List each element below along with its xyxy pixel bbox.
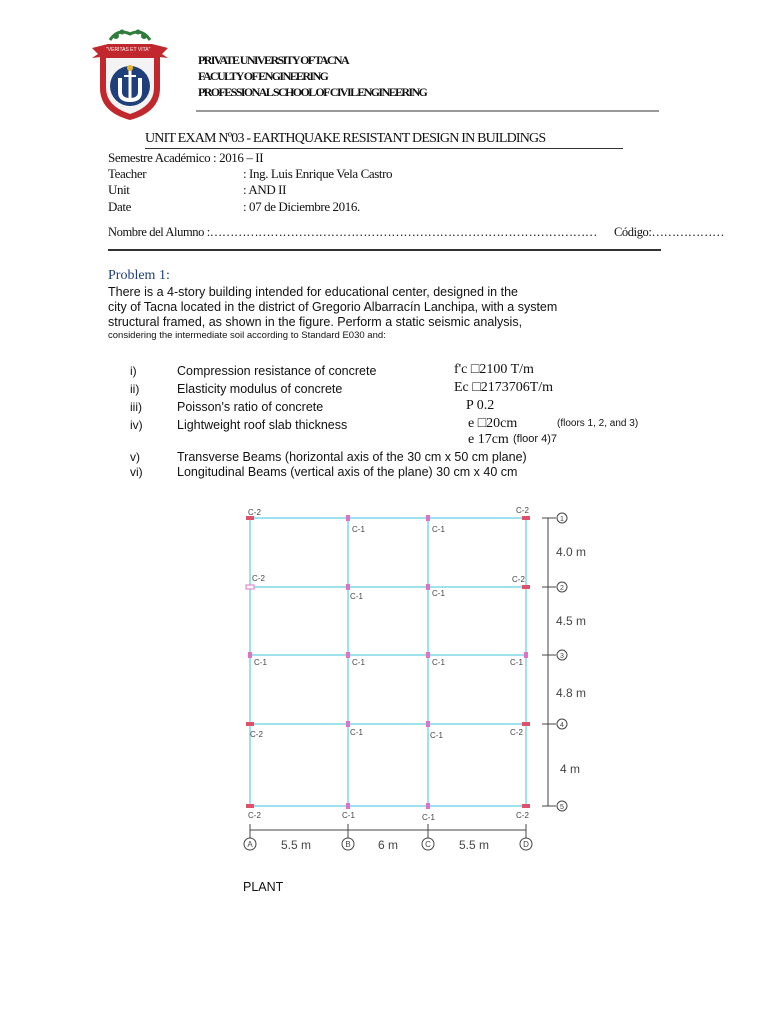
span-x-1: 5.5 m [280,838,312,852]
axis-label-1: 1 [560,516,564,523]
column-label: C-2 [252,574,265,583]
school-name: PROFESSIONAL SCHOOL OF CIVIL ENGINEERING [198,85,427,99]
logo-crest-icon [88,26,172,122]
exam-divider [108,249,661,251]
unit-value: : AND II [243,182,287,197]
item-note-2: (floor 4)7 [513,433,558,445]
axis-label-3: 3 [560,653,564,660]
column-label: C-1 [430,731,443,740]
problem-heading: Problem 1: [108,268,170,283]
item-number: i) [130,364,137,378]
university-name: PRIVATE UNIVERSITY OF TACNA [198,53,349,67]
item-number: v) [130,450,140,464]
axis-label-2: 2 [560,585,564,592]
axis-label-5: 5 [560,804,564,811]
item-number: iv) [130,418,143,432]
longitudinal-beams [250,518,526,806]
item-text: Lightweight roof slab thickness [177,418,348,432]
faculty-name: FACULTY OF ENGINEERING [198,69,328,83]
item-value: P 0.2 [466,398,495,413]
header-divider [196,110,659,112]
problem-line-1: There is a 4-story building intended for educational center, designed in the [108,285,518,299]
axis-label-d: D [523,840,529,849]
column-label: C-1 [422,813,435,822]
date-label: Date [108,199,131,214]
horizontal-dimension-line [250,824,526,838]
column-label: C-1 [254,658,267,667]
item-value: e □20cm [468,416,518,431]
item-text: Poisson's ratio of concrete [177,400,324,414]
problem-line-4: considering the intermediate soil according to Standard E030 and: [108,330,386,341]
semester-label: Semestre Académico : 2016 – II [108,150,264,165]
column-label: C-1 [350,592,363,601]
column-label: C-1 [432,658,445,667]
column-label: C-2 [512,575,525,584]
column-label: C-2 [510,728,523,737]
column-label: C-1 [350,728,363,737]
span-y-2: 4.5 m [556,614,587,628]
plan-caption: PLANT [243,880,284,894]
item-number: ii) [130,382,140,396]
item-text: Elasticity modulus of concrete [177,382,343,396]
column-label: C-2 [516,811,529,820]
vertical-dimension-line [542,518,556,806]
column-label: C-1 [352,525,365,534]
column-label: C-1 [432,589,445,598]
student-name-field: Nombre del Alumno :…………………………………………………………………………………… [108,225,597,239]
date-value: : 07 de Diciembre 2016. [243,199,360,214]
column-label: C-1 [510,658,523,667]
item-text: Longitudinal Beams (vertical axis of the plane) 30 cm x 40 cm [177,465,518,479]
teacher-value: : Ing. Luis Enrique Vela Castro [243,166,393,181]
column-label: C-1 [352,658,365,667]
structural-plan [230,498,600,858]
column-label: C-1 [432,525,445,534]
teacher-label: Teacher [108,166,147,181]
item-value: f'c □2100 T/m [454,362,534,377]
column-labels [248,506,529,822]
item-value-2: e 17cm [468,432,509,447]
title-underline [145,148,623,149]
axis-label-a: A [247,840,253,849]
item-number: vi) [130,465,143,479]
student-code-field: Código:……………… [614,225,725,239]
column-label: C-2 [516,506,529,515]
column-label: C-2 [248,811,261,820]
item-note: (floors 1, 2, and 3) [557,418,639,429]
columns [246,515,530,809]
span-y-3: 4.8 m [556,686,587,700]
span-y-4: 4 m [560,762,581,776]
item-text: Transverse Beams (horizontal axis of the 30 cm x 50 cm plane) [177,450,527,464]
axis-label-c: C [425,840,431,849]
span-y-1: 4.0 m [556,545,587,559]
axis-label-b: B [345,840,351,849]
span-x-2: 6 m [377,838,399,852]
exam-title: UNIT EXAM Nº03 - EARTHQUAKE RESISTANT DESIGN IN BUILDINGS [145,131,546,146]
unit-label: Unit [108,182,130,197]
column-label: C-1 [342,811,355,820]
item-text: Compression resistance of concrete [177,364,377,378]
column-label: C-2 [248,508,261,517]
item-number: iii) [130,400,142,414]
transverse-beams [250,518,526,806]
logo-motto: "VERITAS ET VITA" [106,47,151,53]
column-label: C-2 [250,730,263,739]
problem-line-3: structural framed, as shown in the figure. Perform a static seismic analysis, [108,315,523,329]
span-x-3: 5.5 m [458,838,490,852]
university-logo [88,26,172,122]
axis-label-4: 4 [560,722,564,729]
problem-line-2: city of Tacna located in the district of Gregorio Albarracín Lanchipa, with a system [108,300,558,314]
item-value: Ec □2173706T/m [454,380,554,395]
